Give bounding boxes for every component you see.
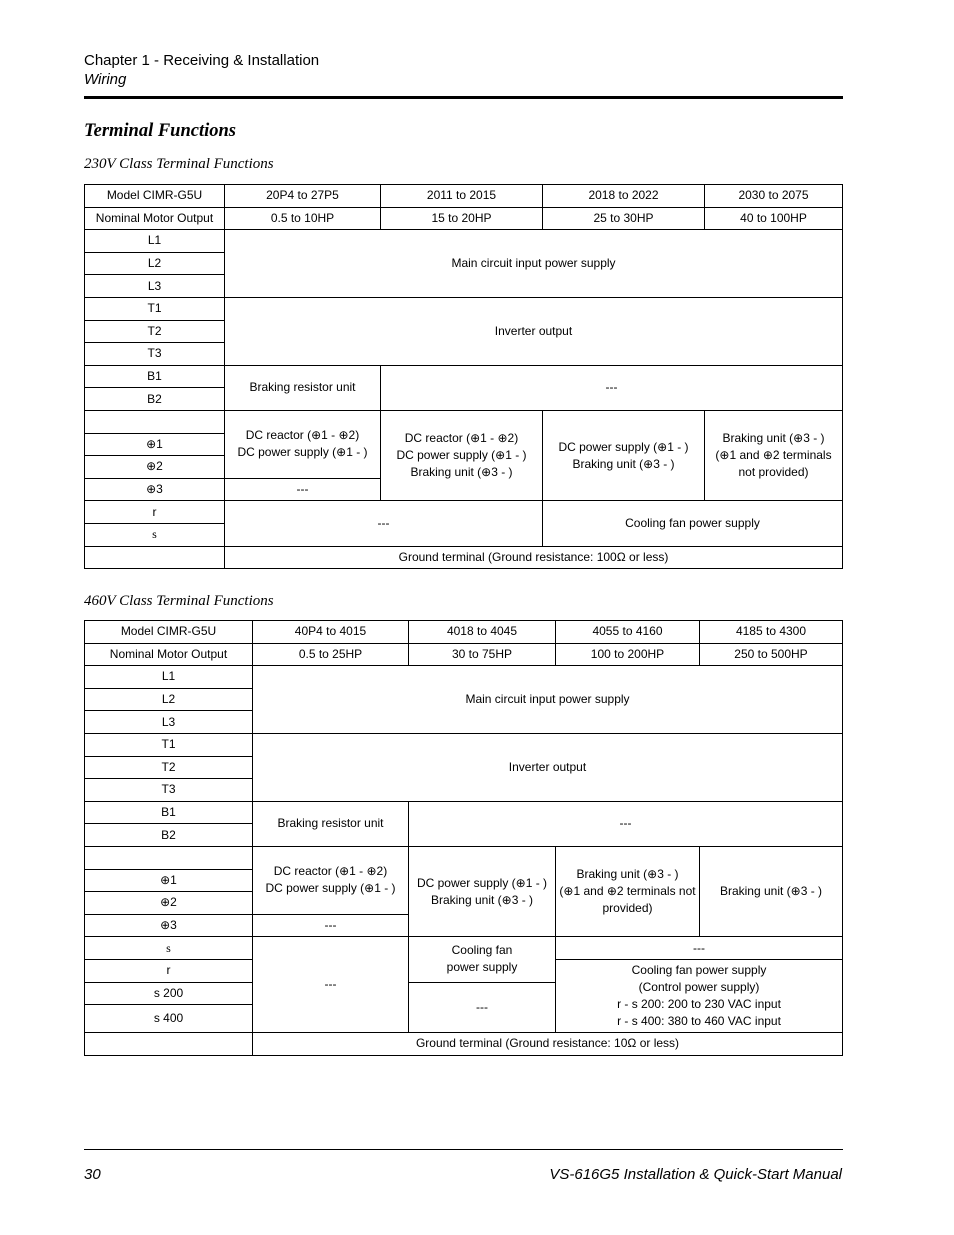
model-cell: 2011 to 2015 bbox=[381, 185, 543, 208]
table-row bbox=[85, 501, 843, 524]
cell-line: DC reactor (⊕1 - ⊕2) bbox=[404, 431, 519, 446]
terminal-t1: T1 bbox=[85, 297, 225, 320]
table-row bbox=[85, 410, 843, 433]
cell-line: Braking unit (⊕3 - ) bbox=[572, 456, 675, 471]
output-cell: 100 to 200HP bbox=[556, 643, 700, 666]
cell-line: DC power supply (⊕1 - ) bbox=[558, 439, 689, 454]
header-rule bbox=[84, 96, 843, 99]
cell-line: DC power supply (⊕1 - ) bbox=[265, 881, 396, 896]
table-row bbox=[85, 230, 843, 253]
cell-line: Cooling fan bbox=[451, 943, 513, 958]
dc-cell-col2 bbox=[409, 846, 556, 936]
terminal-b2: B2 bbox=[85, 824, 253, 847]
ground-cell: Ground terminal (Ground resistance: 10Ω or less) bbox=[253, 1033, 843, 1056]
cell-line: (⊕1 and ⊕2 terminals not bbox=[559, 884, 696, 899]
dc-cell-col1 bbox=[225, 410, 381, 478]
dash-cell: --- bbox=[409, 801, 843, 846]
table-460v bbox=[84, 620, 843, 1056]
table-row bbox=[85, 666, 843, 689]
cell-line: power supply bbox=[446, 960, 518, 975]
dash-cell: --- bbox=[225, 501, 543, 546]
dash-cell: --- bbox=[556, 937, 843, 960]
dc-cell-col3 bbox=[543, 410, 705, 500]
cell-line: r - s 400: 380 to 460 VAC input bbox=[617, 1014, 781, 1028]
cooling-fan-cell bbox=[409, 937, 556, 982]
cell-line: (Control power supply) bbox=[638, 980, 760, 994]
table-row bbox=[85, 937, 843, 960]
output-label: Nominal Motor Output bbox=[85, 207, 225, 230]
output-cell: 40 to 100HP bbox=[705, 207, 843, 230]
footer-rule bbox=[84, 1149, 843, 1150]
dc-cell-col3 bbox=[556, 846, 700, 936]
cell-line: Braking unit (⊕3 - ) bbox=[722, 431, 825, 446]
terminal-l2: L2 bbox=[85, 252, 225, 275]
model-label: Model CIMR-G5U bbox=[85, 621, 253, 644]
dash-cell: --- bbox=[253, 937, 409, 1033]
terminal-b1: B1 bbox=[85, 801, 253, 824]
output-cell: 30 to 75HP bbox=[409, 643, 556, 666]
page-title: Terminal Functions bbox=[84, 121, 236, 141]
model-cell: 40P4 to 4015 bbox=[253, 621, 409, 644]
output-cell: 0.5 to 10HP bbox=[225, 207, 381, 230]
model-cell: 20P4 to 27P5 bbox=[225, 185, 381, 208]
terminal-l2: L2 bbox=[85, 688, 253, 711]
model-label: Model CIMR-G5U bbox=[85, 185, 225, 208]
terminal-ground bbox=[85, 1033, 253, 1056]
page-number: 30 bbox=[84, 1166, 101, 1183]
model-cell: 2030 to 2075 bbox=[705, 185, 843, 208]
terminal-minus bbox=[85, 846, 253, 869]
model-cell: 4018 to 4045 bbox=[409, 621, 556, 644]
braking-resistor-cell: Braking resistor unit bbox=[253, 801, 409, 846]
ground-cell: Ground terminal (Ground resistance: 100Ω or less) bbox=[225, 546, 843, 569]
dc-cell-col2 bbox=[381, 410, 543, 500]
output-cell: 15 to 20HP bbox=[381, 207, 543, 230]
terminal-b1: B1 bbox=[85, 365, 225, 388]
model-cell: 4055 to 4160 bbox=[556, 621, 700, 644]
terminal-t2: T2 bbox=[85, 756, 253, 779]
terminal-s: s bbox=[85, 937, 253, 960]
terminal-ground bbox=[85, 546, 225, 569]
terminal-t2: T2 bbox=[85, 320, 225, 343]
cell-line: DC power supply (⊕1 - ) bbox=[396, 448, 527, 463]
table-row bbox=[85, 185, 843, 208]
section-header: Wiring bbox=[84, 71, 127, 88]
model-cell: 4185 to 4300 bbox=[700, 621, 843, 644]
terminal-b2: B2 bbox=[85, 388, 225, 411]
table-230v-title: 230V Class Terminal Functions bbox=[84, 156, 274, 172]
table-row bbox=[85, 733, 843, 756]
chapter-header: Chapter 1 - Receiving & Installation bbox=[84, 52, 320, 69]
table-row bbox=[85, 846, 843, 869]
cell-line: Braking unit (⊕3 - ) bbox=[430, 892, 534, 907]
cell-line: r - s 200: 200 to 230 VAC input bbox=[617, 997, 781, 1011]
table-row bbox=[85, 365, 843, 388]
cell-line: Braking unit (⊕3 - ) bbox=[576, 867, 679, 882]
table-row bbox=[85, 297, 843, 320]
terminal-plus2: ⊕2 bbox=[85, 456, 225, 479]
table-row bbox=[85, 801, 843, 824]
terminal-t3: T3 bbox=[85, 343, 225, 366]
inverter-output-cell: Inverter output bbox=[253, 733, 843, 801]
terminal-s: s bbox=[85, 523, 225, 546]
cell-line: DC reactor (⊕1 - ⊕2) bbox=[273, 864, 388, 879]
output-cell: 250 to 500HP bbox=[700, 643, 843, 666]
cell-line: not provided) bbox=[738, 465, 809, 480]
cooling-fan-control-cell bbox=[556, 959, 843, 1032]
main-input-cell: Main circuit input power supply bbox=[225, 230, 843, 298]
cell-line: Braking unit (⊕3 - ) bbox=[410, 465, 513, 480]
terminal-l3: L3 bbox=[85, 275, 225, 298]
dc-cell-col4 bbox=[705, 410, 843, 500]
manual-title: VS-616G5 Installation & Quick-Start Manual bbox=[549, 1166, 842, 1183]
terminal-plus1: ⊕1 bbox=[85, 869, 253, 892]
terminal-r: r bbox=[85, 501, 225, 524]
output-label: Nominal Motor Output bbox=[85, 643, 253, 666]
braking-resistor-cell: Braking resistor unit bbox=[225, 365, 381, 410]
table-row bbox=[85, 1033, 843, 1056]
dash-cell: --- bbox=[409, 982, 556, 1033]
terminal-s200: s 200 bbox=[85, 982, 253, 1005]
cell-line: DC power supply (⊕1 - ) bbox=[237, 445, 368, 460]
dash-cell: --- bbox=[381, 365, 843, 410]
dash-cell: --- bbox=[225, 478, 381, 501]
cell-line: DC power supply (⊕1 - ) bbox=[416, 875, 548, 890]
model-cell: 2018 to 2022 bbox=[543, 185, 705, 208]
table-row bbox=[85, 621, 843, 644]
inverter-output-cell: Inverter output bbox=[225, 297, 843, 365]
table-row bbox=[85, 207, 843, 230]
output-cell: 0.5 to 25HP bbox=[253, 643, 409, 666]
dc-cell-col4: Braking unit (⊕3 - ) bbox=[700, 846, 843, 936]
dc-cell-col1 bbox=[253, 846, 409, 914]
table-row bbox=[85, 546, 843, 569]
cell-line: provided) bbox=[602, 901, 653, 916]
terminal-minus bbox=[85, 410, 225, 433]
terminal-t3: T3 bbox=[85, 779, 253, 802]
terminal-plus3: ⊕3 bbox=[85, 914, 253, 937]
terminal-plus2: ⊕2 bbox=[85, 892, 253, 915]
terminal-r: r bbox=[85, 959, 253, 982]
output-cell: 25 to 30HP bbox=[543, 207, 705, 230]
cooling-fan-cell: Cooling fan power supply bbox=[543, 501, 843, 546]
terminal-l3: L3 bbox=[85, 711, 253, 734]
dash-cell: --- bbox=[253, 914, 409, 937]
table-460v-title: 460V Class Terminal Functions bbox=[84, 593, 274, 609]
cell-line: (⊕1 and ⊕2 terminals bbox=[715, 448, 832, 463]
terminal-t1: T1 bbox=[85, 733, 253, 756]
terminal-plus1: ⊕1 bbox=[85, 433, 225, 456]
terminal-l1: L1 bbox=[85, 666, 253, 689]
table-row bbox=[85, 643, 843, 666]
cell-line: Cooling fan power supply bbox=[631, 963, 767, 977]
terminal-s400: s 400 bbox=[85, 1005, 253, 1033]
terminal-l1: L1 bbox=[85, 230, 225, 253]
main-input-cell: Main circuit input power supply bbox=[253, 666, 843, 734]
terminal-plus3: ⊕3 bbox=[85, 478, 225, 501]
table-230v bbox=[84, 184, 843, 569]
cell-line: DC reactor (⊕1 - ⊕2) bbox=[245, 428, 360, 443]
